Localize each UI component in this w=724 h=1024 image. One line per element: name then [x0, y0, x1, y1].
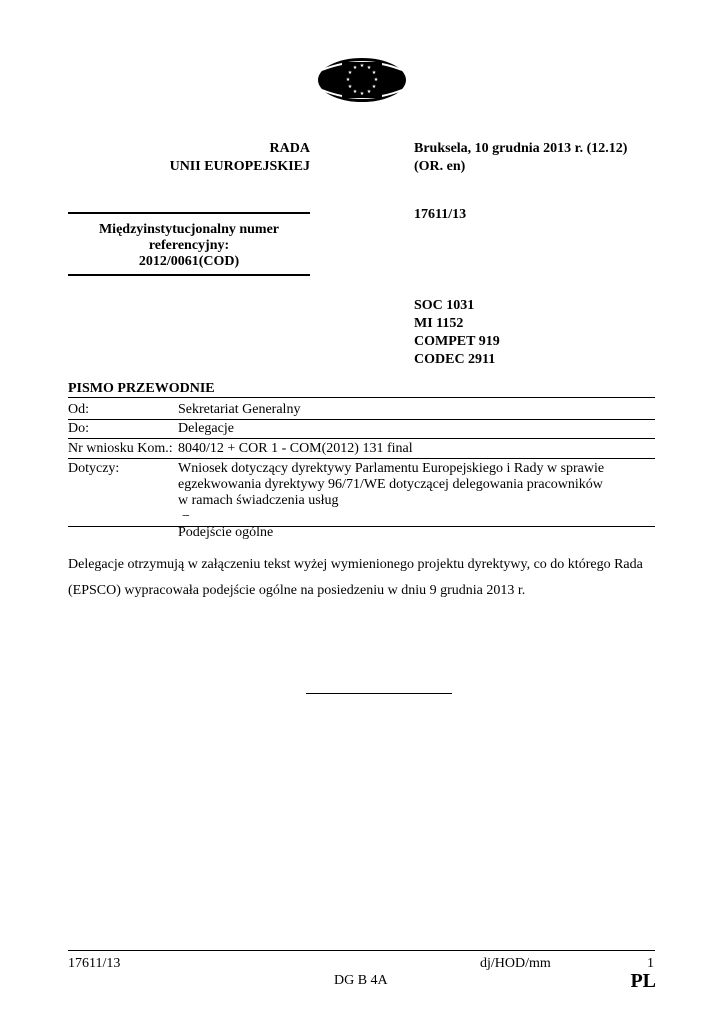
svg-text:★: ★	[347, 70, 353, 76]
reference-label-1: Międzyinstytucjonalny numer	[98, 222, 280, 237]
subject-label: Dotyczy:	[68, 461, 120, 476]
to-label: Do:	[68, 421, 89, 436]
svg-text:★: ★	[373, 77, 379, 83]
svg-text:★: ★	[352, 89, 358, 95]
code-item: SOC 1031	[414, 298, 475, 313]
svg-text:★: ★	[359, 91, 365, 97]
svg-text:★: ★	[371, 84, 377, 90]
footer-initials: dj/HOD/mm	[480, 956, 551, 971]
svg-text:★: ★	[366, 89, 372, 95]
eu-council-logo-icon	[316, 56, 408, 104]
divider	[68, 458, 655, 459]
from-label: Od:	[68, 402, 89, 417]
memo-title: PISMO PRZEWODNIE	[68, 381, 215, 396]
signature-line	[306, 693, 452, 694]
institution-line-2: UNII EUROPEJSKIEJ	[169, 159, 310, 174]
proposal-value: 8040/12 + COR 1 - COM(2012) 131 final	[178, 441, 413, 456]
subject-line: egzekwowania dyrektywy 96/71/WE dotyczącej delegowania pracowników	[178, 477, 603, 492]
institution-line-1: RADA	[269, 141, 310, 156]
svg-text:★: ★	[347, 84, 353, 90]
reference-number: 2012/0061(COD)	[138, 254, 240, 269]
svg-text:★: ★	[366, 65, 372, 71]
place-date: Bruksela, 10 grudnia 2013 r. (12.12)	[414, 141, 628, 156]
svg-text:★: ★	[359, 63, 365, 69]
to-value: Delegacje	[178, 421, 234, 436]
from-value: Sekretariat Generalny	[178, 402, 301, 417]
proposal-label: Nr wniosku Kom.:	[68, 441, 173, 456]
svg-text:★: ★	[352, 65, 358, 71]
body-paragraph: Delegacje otrzymują w załączeniu tekst wyżej wymienionego projektu dyrektywy, co do którego Rada (EPSCO) wypracowała podejście ogólne na posiedzeniu w dniu 9 grudnia 2013 r.	[68, 557, 643, 598]
code-item: COMPET 919	[414, 334, 500, 349]
subject-line: w ramach świadczenia usług	[178, 493, 339, 508]
footer-language: PL	[630, 970, 656, 992]
svg-text:★: ★	[345, 77, 351, 83]
footer-dg: DG B 4A	[334, 973, 388, 988]
subject-value	[178, 461, 654, 541]
footer-page-number: 1	[647, 956, 654, 971]
subject-bullet-line	[178, 509, 654, 541]
subject-bullet-text: Podejście ogólne	[178, 525, 274, 540]
svg-text:★: ★	[371, 70, 377, 76]
footer-doc-number: 17611/13	[68, 956, 121, 971]
divider	[68, 397, 655, 398]
code-item: CODEC 2911	[414, 352, 496, 367]
interinstitutional-reference	[68, 212, 310, 276]
place-date-block	[414, 140, 674, 176]
footer-divider	[68, 950, 655, 951]
original-language: (OR. en)	[414, 159, 466, 174]
classification-codes	[414, 297, 674, 369]
document-number: 17611/13	[414, 207, 467, 222]
divider	[68, 526, 655, 527]
institution-name	[68, 140, 310, 176]
bullet-dash: −	[182, 509, 190, 524]
reference-label-2: referencyjny:	[148, 238, 230, 253]
subject-line: Wniosek dotyczący dyrektywy Parlamentu Europejskiego i Rady w sprawie	[178, 461, 605, 476]
divider	[68, 438, 655, 439]
divider	[68, 419, 655, 420]
code-item: MI 1152	[414, 316, 464, 331]
